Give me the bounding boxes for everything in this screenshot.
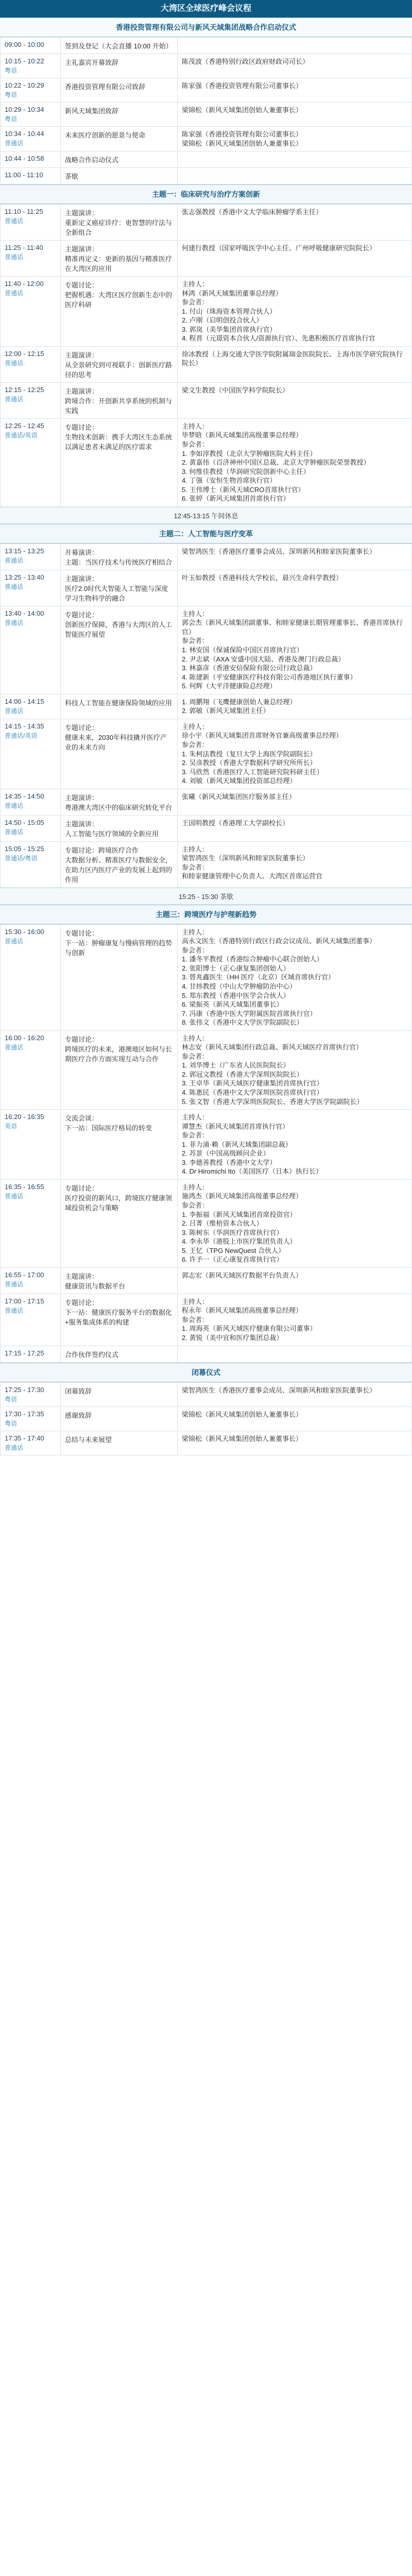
agenda-language: 普通话 [5,1444,24,1451]
agenda-time: 10:15 - 10:22 [5,57,44,65]
agenda-language: 普通话 [5,619,24,626]
agenda-row [1,1030,412,1109]
agenda-speakers: 梁锦松（新风天域集团创始人兼董事长） [178,103,412,127]
agenda-topic: 科技人工智能在健康保险领域的应用 [61,694,178,719]
agenda-row [1,1294,412,1346]
agenda-speakers: 梁锦松（新风天域集团创始人兼董事长） [178,1406,412,1431]
agenda-topic: 专题讨论： 把握机遇：大湾区医疗创新生态中的医疗科研 [61,277,178,347]
agenda-language: 普通话 [5,1043,24,1051]
closing-table [0,1382,412,1455]
agenda-speakers: 主持人： 程永年（新风天域集团高级董事总经理） 参会者： 1. 周海英（新风天域医疗健康有限公司董事） 2. 黄锐（美中宜和医疗集团总裁） [178,1294,412,1346]
agenda-time-cell [1,168,61,184]
agenda-topic: 感谢致辞 [61,1406,178,1431]
agenda-sections [0,184,412,1362]
agenda-speakers [178,1346,412,1362]
agenda-speakers: 主持人： 林鸿（新风天域集团董事总经理） 参会者： 1. 付山（珠海资本管理合伙人） 2. 卢刚（启明创投合伙人） 3. 郭岚（美华集团首席执行官） 4. 程晋（元璟资本合伙人/资源执行官）、先惠积极医疗首席执行官 [178,277,412,347]
agenda-topic: 专题讨论： 创新医疗保障，香港与大湾区的人工智能医疗展望 [61,606,178,694]
agenda-time: 16:20 - 16:35 [5,1113,44,1121]
section-table [0,204,412,507]
agenda-topic: 专题讨论： 下一站：肿瘤康复与慢病管理的趋势与创新 [61,924,178,1030]
agenda-row [1,694,412,719]
agenda-row [1,241,412,277]
opening-header: 香港投资管理有限公司与新风天域集团战略合作启动仪式 [0,18,412,37]
agenda-time-cell [1,382,61,418]
agenda-row [1,1346,412,1362]
agenda-topic: 主题演讲： 跨境合作：开创新共享系统的机制与实践 [61,382,178,418]
agenda-time: 16:35 - 16:55 [5,1182,44,1191]
agenda-topic: 专题讨论： 下一站：健康医疗服务平台的数据化+服务集成体系的构建 [61,1294,178,1346]
agenda-topic: 闭幕致辞 [61,1382,178,1406]
agenda-time: 11:25 - 11:40 [5,244,43,252]
agenda-time-cell [1,78,61,103]
agenda-time-cell [1,719,61,789]
section-table [0,924,412,1363]
agenda-time-cell [1,544,61,570]
agenda-time-cell [1,1267,61,1294]
agenda-topic: 专题讨论： 跨境医疗的未来，港澳地区如何与长期医疗合作方面实现互动与合作 [61,1030,178,1109]
agenda-topic: 专题讨论： 医疗投资的新风口，跨境医疗健康领域投资机会与策略 [61,1179,178,1267]
section-table [0,544,412,888]
agenda-language: 普通话 [5,290,24,297]
agenda-time: 10:34 - 10:44 [5,130,44,138]
agenda-language: 普通话 [5,253,24,261]
agenda-row [1,54,412,78]
agenda-time: 17:00 - 17:15 [5,1297,44,1305]
agenda-time: 11:10 - 11:25 [5,208,43,216]
agenda-language: 普通话 [5,1307,24,1314]
agenda-language: 普通话 [5,359,24,367]
agenda-topic: 主题演讲： 从全景研究到可视联手：创新医疗路径的思考 [61,346,178,382]
agenda-time: 16:00 - 16:20 [5,1033,44,1042]
agenda-row [1,789,412,815]
break-row: 15:25 - 15:30 茶歇 [0,888,412,905]
agenda-topic: 签到及登记（大会直播 10:00 开始） [61,38,178,54]
agenda-row [1,570,412,606]
agenda-time-cell [1,694,61,719]
agenda-row [1,38,412,54]
agenda-time: 14:15 - 14:35 [5,722,44,730]
agenda-row [1,418,412,506]
agenda-speakers: 陈家强（香港投资管理有限公司董事长） [178,78,412,103]
agenda-time-cell [1,277,61,347]
section-header: 主题一：临床研究与治疗方案创新 [0,184,412,204]
agenda-topic: 茶歇 [61,168,178,184]
agenda-time: 12:25 - 12:45 [5,421,44,430]
agenda-speakers [178,168,412,184]
agenda-speakers: 主持人： 林志安（新风天域集团行政总裁、新风天域医疗首席执行官） 参会者： 1. 刘华博士（广东省人民医院院长） 2. 郭冠文教授（香港大学深圳医院院长） 3. 王卓华（新风天域医疗健康集团首席执行官） 4. 陈惠民（香港中文大学深圳医院首席执行官） 5. 张文智（香港大学深圳医院院长、香港大学医学院副院长） [178,1030,412,1109]
agenda-language: 普通话 [5,217,24,225]
agenda-speakers: 梁智鸿医生（香港医疗董事会成员、深圳新风和睦家医院董事长） [178,1382,412,1406]
agenda-language: 粤语 [5,115,18,123]
agenda-time-cell [1,346,61,382]
agenda-row [1,103,412,127]
agenda-time-cell [1,418,61,506]
agenda-speakers: 主持人： 施鸿杰（新风天域集团高级董事总经理） 参会者： 1. 李振福（新风天域集团首席投资官） 2. 吕菁（维梧资本合伙人） 3. 陈树东（华润医疗首席执行官） 4. 李永华（港股上市医疗集团负责人） 5. 王忆（TPG NewQuest 合伙人） 6. 许予一（正心康复首席执行官） [178,1179,412,1267]
agenda-topic: 主题演讲： 健康资讯与数据平台 [61,1267,178,1294]
agenda-topic: 未来医疗创新的愿景与使命 [61,127,178,151]
agenda-time: 17:35 - 17:40 [5,1434,44,1442]
agenda-time: 14:00 - 14:15 [5,697,44,705]
agenda-time-cell [1,38,61,54]
agenda-speakers: 主持人： 梁智鸿医生（深圳新风和睦家医院董事长） 参会者： 和睦家健康管理中心负责人、大湾区首席运营官 [178,841,412,887]
agenda-time: 11:00 - 11:10 [5,171,43,179]
agenda-speakers: 王国明教授（香港理工大学副校长） [178,815,412,841]
section-header: 主题二：人工智能与医疗变革 [0,524,412,544]
agenda-speakers: 主持人： 毕梦晗（新风天域集团高级董事总经理） 参会者： 1. 李如淳教授（北京大学肿瘤医院大科主任） 2. 黄嘉伟（百济神州中国区总裁、北京大学肿瘤医院荣誉教授） 3. 何维佳教授（华润研究院创新中心主任） 4. 丁强（安恒生物首席执行官） 5. 王伟博士（新风天域CRO首席执行官） 6. 张婷（新风天域集团首席执行官） [178,418,412,506]
agenda-speakers: 主持人： 郭会杰（新风天域集团副董事、和睦家健康长期管理董事长、香港首席执行官） 参会者： 1. 林安国（保诚保险中国区首席执行官） 2. 尹志斌（AXA 安盛中国大陆、香港及澳门行政总裁） 3. 林嘉彦（香港安信保险有限公司行政总裁） 4. 陈建新（平安健康医疗科技有限公司香港地区执行董事） 5. 何辉（大平洋健康险总经理） [178,606,412,694]
agenda-topic: 主题演讲： 精准再定义：更新的基因与精准医疗在大湾区的应用 [61,241,178,277]
agenda-row [1,382,412,418]
agenda-time: 15:05 - 15:25 [5,844,44,853]
agenda-time-cell [1,815,61,841]
agenda-time-cell [1,1346,61,1362]
agenda-topic: 专题讨论： 健康未来，2030年科技撬开医疗产业的未来方向 [61,719,178,789]
agenda-speakers: 徐冰教授（上海交通大学医学院附属瑞金医院院长、上海市医学研究院执行院长） [178,346,412,382]
agenda-time: 17:15 - 17:25 [5,1349,44,1357]
agenda-language: 普通话 [5,583,24,590]
agenda-time: 09:00 - 10:00 [5,41,44,48]
agenda-language: 普通话 [5,937,24,945]
agenda-time-cell [1,606,61,694]
agenda-row [1,78,412,103]
agenda-row [1,1267,412,1294]
agenda-topic: 专题讨论： 生物技术创新：携手大湾区生态系统以满足患者未满足的医疗需求 [61,418,178,506]
agenda-row [1,205,412,241]
agenda-time: 10:44 - 10:58 [5,155,44,163]
agenda-row [1,346,412,382]
closing-header: 闭幕仪式 [0,1363,412,1382]
agenda-speakers: 陈家强（香港投资管理有限公司董事长） 梁锦松（新风天域集团创始人兼董事长） [178,127,412,151]
agenda-time: 11:40 - 12:00 [5,280,44,288]
agenda-topic: 专题讨论：跨境医疗合作 大数据分析、精准医疗与数据安全，在助力区内医疗产业的发展上起到的作用 [61,841,178,887]
agenda-time: 14:50 - 15:05 [5,818,44,826]
agenda-topic: 主题演讲： 人工智能与医疗领域的全新应用 [61,815,178,841]
opening-table [0,37,412,184]
agenda-row [1,544,412,570]
agenda-speakers: 张曦（新风天域集团医疗服务部主任） [178,789,412,815]
agenda-time-cell [1,205,61,241]
agenda-time-cell [1,1406,61,1431]
agenda-speakers: 1. 周鹏翔（飞鹰健康创始人兼总经理） 2. 郭敏（新风天域集团主任） [178,694,412,719]
agenda-time-cell [1,924,61,1030]
agenda-language: 普通话 [5,556,24,564]
agenda-language: 普通话 [5,802,24,809]
agenda-time-cell [1,103,61,127]
agenda-time: 17:30 - 17:35 [5,1410,44,1418]
agenda-row [1,151,412,168]
agenda-language: 普通话/粤语 [5,854,38,862]
agenda-language: 普通话 [5,140,24,147]
break-row: 12:45-13:15 午间休息 [0,507,412,524]
agenda-topic: 香港投资管理有限公司致辞 [61,78,178,103]
agenda-topic: 主题演讲： 重新定义癌症诊疗：更智慧的疗法与全新组合 [61,205,178,241]
agenda-time: 13:25 - 13:40 [5,573,44,581]
agenda-speakers: 梁智鸿医生（香港医疗董事会成员、深圳新风和睦家医院董事长） [178,544,412,570]
agenda-language: 普通话 [5,707,24,715]
agenda-speakers: 主持人： 高永文医生（香港特别行政区行政会议成员、新风天域集团董事） 参会者： 1. 潘冬平教授（香港综合肿瘤中心联合创始人） 2. 张阳博士（正心康复集团创始人） 3. 曾兆鑫医生（HH 医疗（北京）区域首席执行官） 4. 甘炜教授（中山大学肿瘤防治中心） 5. 郑东教授（香港中医学会合伙人） 6. 梁振英（新风天域集团董事长） 7. 冯康（香港中医大学附属医院首席执行官） 8. 张伟文（香港中文大学医学院副院长） [178,924,412,1030]
agenda-speakers [178,151,412,168]
agenda-time-cell [1,570,61,606]
agenda-time-cell [1,1179,61,1267]
agenda-row [1,1110,412,1180]
agenda-time-cell [1,1294,61,1346]
agenda-time: 10:29 - 10:34 [5,106,44,113]
agenda-time: 13:40 - 14:00 [5,609,44,617]
agenda-speakers: 张志强教授（香港中文大学临床肿瘤学系主任） [178,205,412,241]
agenda-row [1,1431,412,1455]
agenda-time: 17:25 - 17:30 [5,1385,44,1394]
agenda-time: 12:15 - 12:25 [5,385,44,394]
agenda-topic: 开幕演讲： 主题：当医疗技术与传统医疗相结合 [61,544,178,570]
agenda-speakers: 梁文生教授（中国医学科学院院长） [178,382,412,418]
agenda-row [1,1382,412,1406]
section-header: 主题三：跨境医疗与护理新趋势 [0,905,412,924]
agenda-topic: 交流会谈： 下一站：国际医疗格局的转变 [61,1110,178,1180]
agenda-row [1,719,412,789]
agenda-speakers [178,38,412,54]
agenda-speakers: 主持人： 谭慧杰（新风天域集团首席执行官） 参会者： 1. 菲力浦·赖（新风天域集团副总裁） 2. 苏景（中国高级顾问企业） 3. 李德善教授（香港中文大学） 4. Dr Hiromichi Ito（美国医疗（日本）执行长） [178,1110,412,1180]
agenda-row [1,1179,412,1267]
agenda-row [1,277,412,347]
agenda-row [1,1406,412,1431]
agenda-speakers: 梁锦松（新风天域集团创始人兼董事长） [178,1431,412,1455]
page-title: 大湾区全球医疗峰会议程 [0,0,412,18]
agenda-speakers: 主持人： 徐小宇（新风天域集团首席财务官兼高级董事总经理） 参会者： 1. 朱柯法教授（复旦大学上海医学院副院长） 2. 吴彦教授（香港大学数据科学研究所所长） 3. 马欣然（香港医疗人工智能研究院科研主任） 4. 刘敏（新风天域集团投资部总经理） [178,719,412,789]
agenda-time: 13:15 - 13:25 [5,547,44,555]
agenda-time: 16:55 - 17:00 [5,1270,44,1279]
agenda-speakers: 何建行教授（国家呼吸医学中心主任、广州呼吸健康研究院院长） [178,241,412,277]
agenda-time-cell [1,54,61,78]
agenda-language: 粤语 [5,1395,18,1403]
agenda-topic: 总结与未来展望 [61,1431,178,1455]
agenda-time-cell [1,1431,61,1455]
agenda-language: 普通话 [5,828,24,836]
agenda-topic: 主题演讲： 粤港澳大湾区中的临床研究转化平台 [61,789,178,815]
agenda-language: 普通话 [5,395,24,403]
agenda-language: 粤语 [5,91,18,98]
agenda-row [1,168,412,184]
agenda-row [1,815,412,841]
agenda-language: 普通话 [5,1280,24,1288]
agenda-row [1,606,412,694]
agenda-time-cell [1,841,61,887]
agenda-language: 普通话/英语 [5,732,38,739]
agenda-time-cell [1,127,61,151]
agenda-language: 粤语 [5,67,18,74]
agenda-time-cell [1,151,61,168]
agenda-topic: 主礼嘉宾开幕致辞 [61,54,178,78]
agenda-time-cell [1,241,61,277]
agenda-language: 普通话 [5,1192,24,1200]
agenda-speakers: 陈茂波（香港特别行政区政府财政司司长） [178,54,412,78]
agenda-topic: 战略合作启动仪式 [61,151,178,168]
agenda-language: 粤语 [5,1419,18,1427]
agenda-time: 12:00 - 12:15 [5,349,44,358]
agenda-time-cell [1,1110,61,1180]
agenda-time: 14:35 - 14:50 [5,792,44,800]
agenda-row [1,127,412,151]
agenda-speakers: 叶玉如教授（香港科技大学校长，晨兴生命科学教授） [178,570,412,606]
agenda-topic: 合作伙伴签约仪式 [61,1346,178,1362]
agenda-row [1,924,412,1030]
agenda-time-cell [1,1382,61,1406]
agenda-time-cell [1,789,61,815]
agenda-time-cell [1,1030,61,1109]
agenda-time: 15:30 - 16:00 [5,927,44,936]
agenda-topic: 新风天域集团致辞 [61,103,178,127]
agenda-time: 10:22 - 10:29 [5,81,44,89]
agenda-speakers: 郭志宏（新风天域医疗数据平台负责人） [178,1267,412,1294]
agenda-row [1,841,412,887]
agenda-language: 普通话/英语 [5,431,38,439]
agenda-topic: 主题演讲： 医疗2.0时代大智能人工智能与深度学习生物科学的融合 [61,570,178,606]
agenda-language: 英语 [5,1123,18,1130]
